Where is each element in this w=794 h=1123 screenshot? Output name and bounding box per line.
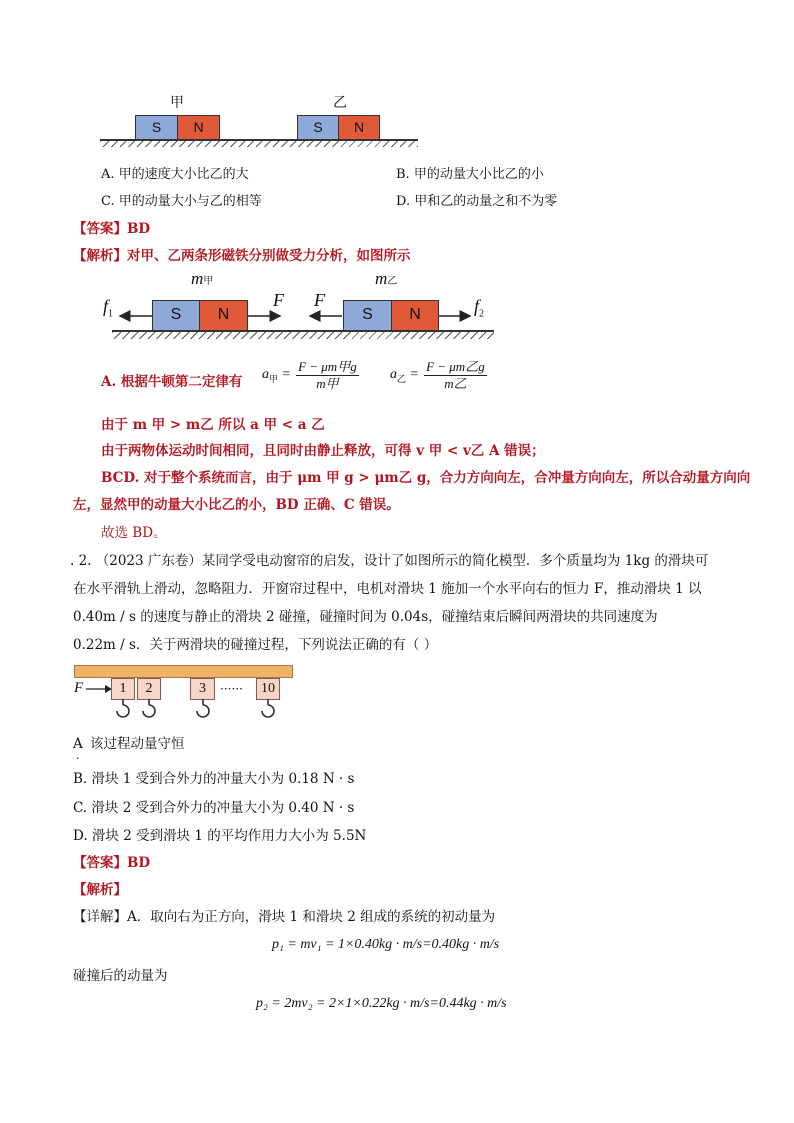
q2-stem-line-2: 在水平滑轨上滑动，忽略阻力．开窗帘过程中，电机对滑块 1 施加一个水平向右的恒力 F，推动滑块 1 以 — [73, 581, 702, 597]
magnet2-yi-s: S — [343, 300, 392, 331]
q2-after-label: 碰撞后的动量为 — [73, 968, 168, 984]
q2-analysis: 【解析】 — [73, 882, 127, 898]
q2-detail: 【详解】A．取向右为正方向，滑块 1 和滑块 2 组成的系统的初动量为 — [73, 909, 496, 925]
arrow-F-push — [86, 682, 114, 696]
slider-3: 3 — [190, 678, 215, 700]
label-m-yi: m乙 — [375, 269, 398, 288]
label-m-jia: m甲 — [191, 269, 214, 288]
q1-option-a: A. 甲的速度大小比乙的大 — [101, 167, 249, 182]
hook-1 — [117, 699, 129, 717]
q2-equation-p1: p₁ = mv₁ = 1×0.40kg · m/s=0.40kg · m/s — [272, 937, 500, 952]
label-F-right: F — [273, 290, 284, 310]
slider-10: 10 — [256, 678, 280, 700]
label-yi: 乙 — [333, 95, 347, 111]
ground2-hatch — [112, 332, 494, 339]
q2-stem-line-1: . 2. （2023 广东卷）某同学受电动窗帘的启发，设计了如图所示的简化模型．多个质量均为 1kg 的滑块可 — [70, 553, 709, 569]
q1-answer: 【答案】BD — [73, 221, 151, 237]
magnet2-yi-n: N — [391, 300, 439, 331]
q1-line-time: 由于两物体运动时间相同，且同时由静止释放，可得 v 甲 < v乙 A 错误； — [101, 443, 545, 459]
q1-option-c: C. 甲的动量大小与乙的相等 — [101, 194, 262, 209]
magnet-jia-s: S — [135, 115, 178, 140]
q2-answer: 【答案】BD — [73, 855, 151, 871]
hook-3 — [197, 699, 209, 717]
hook-10 — [262, 699, 274, 717]
q1-line-bcd-1: BCD. 对于整个系统而言，由于 μm 甲 g > μm乙 g，合力方向向左，合冲量方向向左，所以合动量方向向 — [101, 470, 751, 486]
eq1-fraction: $\frac{\text{F − μm甲g}}{\text{m甲}}$ — [298, 359, 357, 391]
equation-a-jia — [262, 359, 359, 392]
magnet2-jia-n: N — [199, 300, 248, 331]
eq1-lhs: $a_甲$ = — [262, 366, 291, 384]
magnet-jia-n: N — [177, 115, 220, 140]
label-f1: $f_1$ — [103, 296, 114, 320]
equation-a-yi — [390, 359, 487, 392]
q2-stem-line-4: 0.22m / s．关于两滑块的碰撞过程，下列说法正确的有（ ） — [73, 637, 438, 653]
q1-option-b: B. 甲的动量大小比乙的小 — [396, 167, 544, 182]
q1-conclusion: 故选 BD。 — [101, 525, 167, 541]
magnet-yi-s: S — [297, 115, 339, 140]
q1-analysis-intro: 【解析】对甲、乙两条形磁铁分别做受力分析，如图所示 — [73, 248, 411, 264]
slider-2: 2 — [137, 678, 161, 700]
q1-line-mass: 由于 m 甲 > m乙 所以 a 甲 < a 乙 — [101, 417, 325, 433]
magnet-yi-n: N — [338, 115, 380, 140]
q2-option-d: D. 滑块 2 受到滑块 1 的平均作用力大小为 5.5N — [73, 828, 367, 844]
q1-line-a-label: A. 根据牛顿第二定律有 — [101, 374, 243, 390]
q2-equation-p2: p₂ = 2mv₂ = 2×1×0.22kg · m/s=0.44kg · m/s — [256, 996, 507, 1011]
eq2-lhs: $a_乙$ = — [390, 366, 419, 384]
slider-dots: ······ — [220, 682, 243, 696]
slider-1: 1 — [111, 678, 135, 700]
label-F-push: F — [74, 680, 84, 696]
magnet2-jia-s: S — [152, 300, 200, 331]
q1-option-d: D. 甲和乙的动量之和不为零 — [396, 194, 558, 209]
q2-option-c: C. 滑块 2 受到合外力的冲量大小为 0.40 N · s — [73, 800, 355, 816]
label-f2: $f_2$ — [474, 296, 485, 320]
q2-option-b: B. 滑块 1 受到合外力的冲量大小为 0.18 N · s — [73, 771, 355, 787]
ground-hatch — [100, 141, 418, 147]
q2-option-a-letter: A — [73, 736, 83, 752]
q2-option-a-text: 该过程动量守恒 — [90, 736, 185, 752]
q2-stem-line-3: 0.40m / s 的速度与静止的滑块 2 碰撞，碰撞时间为 0.04s，碰撞结束后瞬间两滑块的共同速度为 — [73, 609, 658, 625]
label-jia: 甲 — [170, 95, 184, 111]
hook-2 — [143, 699, 155, 717]
eq2-fraction: $\frac{\text{F − μm乙g}}{\text{m乙}}$ — [426, 359, 485, 391]
q1-line-bcd-2: 左，显然甲的动量大小比乙的小，BD 正确、C 错误。 — [73, 497, 400, 513]
slider-hooks — [105, 699, 285, 725]
rail — [74, 665, 293, 678]
q2-option-a-dot: · — [76, 752, 80, 765]
label-F-left: F — [314, 290, 325, 310]
